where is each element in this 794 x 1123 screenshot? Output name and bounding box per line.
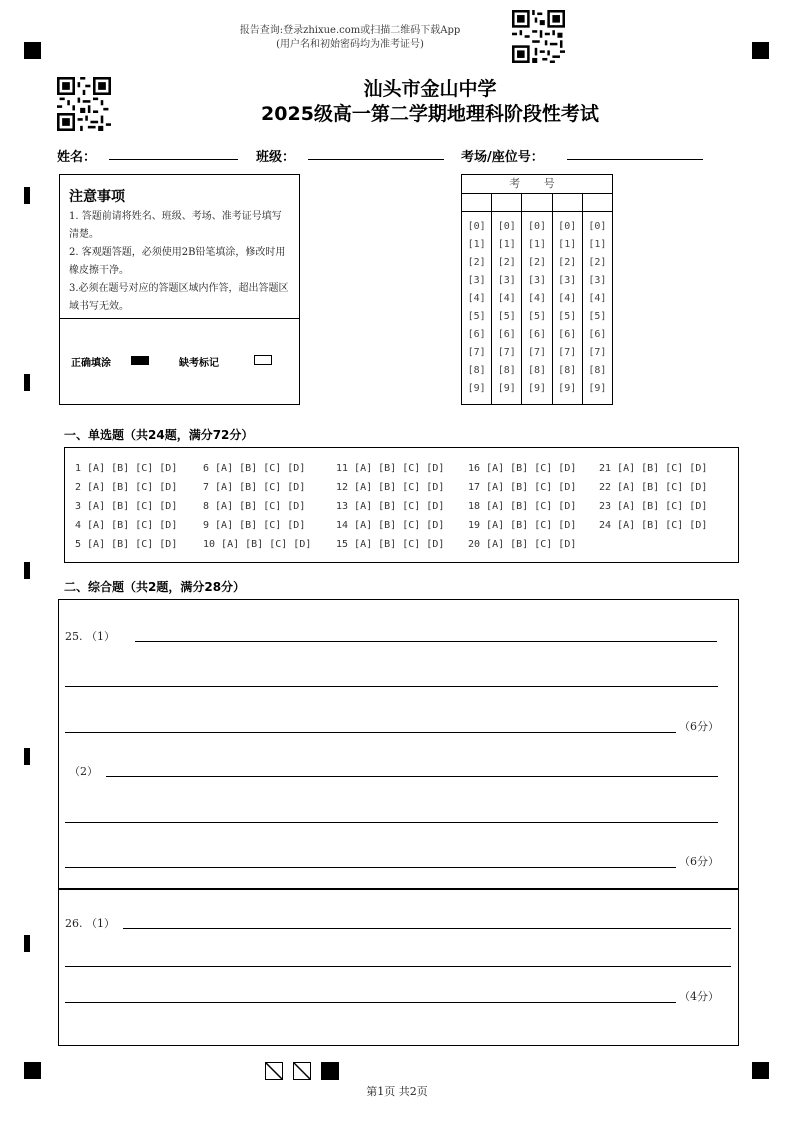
- exam-id-bubble[interactable]: [4]: [588, 293, 607, 304]
- correct-fill-label: 正确填涂: [71, 358, 111, 369]
- score-label: （6分）: [679, 720, 719, 733]
- section1-title: 一、单选题（共24题，满分72分）: [64, 428, 254, 442]
- exam-id-write-box[interactable]: [492, 194, 522, 211]
- exam-id-bubble[interactable]: [5]: [497, 311, 516, 322]
- exam-id-bubble[interactable]: [1]: [527, 239, 547, 250]
- exam-id-bubble[interactable]: [5]: [467, 311, 486, 322]
- exam-id-bubble[interactable]: [6]: [558, 329, 577, 340]
- notice-item: 1. 答题前请将姓名、班级、考场、准考证号填写清楚。: [69, 211, 282, 240]
- exam-id-bubble[interactable]: [2]: [497, 257, 516, 268]
- registration-mark-bottom-right: [752, 1062, 769, 1079]
- exam-id-bubble[interactable]: [9]: [527, 383, 547, 394]
- exam-id-bubble[interactable]: [4]: [467, 293, 486, 304]
- mc-question-row[interactable]: 4 [A] [B] [C] [D]: [75, 520, 178, 531]
- mc-question-row[interactable]: 13 [A] [B] [C] [D]: [336, 501, 445, 512]
- answer-line[interactable]: [65, 1002, 676, 1003]
- answer-line[interactable]: [135, 641, 717, 642]
- exam-id-bubble[interactable]: [9]: [558, 383, 577, 394]
- mc-question-row[interactable]: 12 [A] [B] [C] [D]: [336, 482, 445, 493]
- mc-column: [336, 459, 444, 554]
- page-footer: 第1页 共2页: [366, 1085, 428, 1098]
- exam-id-bubble[interactable]: [0]: [467, 221, 486, 232]
- registration-mark-top-right: [752, 42, 769, 59]
- mc-question-row[interactable]: 5 [A] [B] [C] [D]: [75, 539, 178, 550]
- exam-id-bubble[interactable]: [2]: [527, 257, 547, 268]
- report-query-note: 报告查询:登录zhixue.com或扫描二维码下载App: [239, 25, 461, 36]
- exam-id-bubble[interactable]: [1]: [497, 239, 516, 250]
- exam-id-bubble[interactable]: [6]: [497, 329, 516, 340]
- seat-label: 考场/座位号：: [461, 150, 544, 165]
- notice-item: 2. 客观题答题，必须使用2B铅笔填涂，修改时用橡皮擦干净。: [69, 247, 286, 276]
- exam-id-write-boxes: [462, 194, 612, 212]
- exam-id-bubble[interactable]: [0]: [527, 221, 547, 232]
- name-label: 姓名：: [57, 150, 97, 165]
- mc-question-row[interactable]: 3 [A] [B] [C] [D]: [75, 501, 178, 512]
- timing-mark: [24, 187, 30, 204]
- answer-line[interactable]: [65, 822, 718, 823]
- absent-mark-checkbox[interactable]: [254, 355, 272, 365]
- exam-title: 2025级高一第二学期地理科阶段性考试: [261, 103, 599, 125]
- mc-column: [75, 459, 177, 554]
- exam-id-bubble[interactable]: [1]: [558, 239, 577, 250]
- exam-id-bubble[interactable]: [8]: [558, 365, 577, 376]
- score-label: （4分）: [679, 990, 719, 1003]
- mc-column: [468, 459, 576, 554]
- exam-id-bubble[interactable]: [1]: [588, 239, 607, 250]
- exam-id-bubble[interactable]: [9]: [588, 383, 607, 394]
- school-name: 汕头市金山中学: [363, 78, 497, 100]
- exam-id-write-box[interactable]: [583, 194, 612, 211]
- exam-id-bubble[interactable]: [0]: [497, 221, 516, 232]
- mc-column: [203, 459, 311, 554]
- question-26-box: [58, 889, 739, 1046]
- name-field[interactable]: [109, 159, 238, 160]
- exam-id-bubble[interactable]: [4]: [527, 293, 547, 304]
- class-label: 班级：: [256, 150, 296, 165]
- exam-id-bubble[interactable]: [3]: [467, 275, 486, 286]
- mc-question-row[interactable]: 21 [A] [B] [C] [D]: [599, 463, 708, 474]
- exam-id-bubble[interactable]: [3]: [497, 275, 516, 286]
- exam-id-bubble[interactable]: [4]: [558, 293, 577, 304]
- question-25-part2-label: （2）: [69, 765, 98, 778]
- mc-question-row[interactable]: 6 [A] [B] [C] [D]: [203, 463, 306, 474]
- mc-column: [599, 459, 707, 535]
- answer-line[interactable]: [123, 928, 731, 929]
- mc-question-row[interactable]: 16 [A] [B] [C] [D]: [468, 463, 577, 474]
- exam-id-grid: [461, 174, 613, 405]
- question-25-label: 25. （1）: [65, 630, 115, 643]
- exam-id-bubble[interactable]: [8]: [497, 365, 516, 376]
- exam-id-bubble[interactable]: [6]: [467, 329, 486, 340]
- exam-id-write-box[interactable]: [553, 194, 583, 211]
- mc-question-row[interactable]: 20 [A] [B] [C] [D]: [468, 539, 577, 550]
- mc-question-row[interactable]: 23 [A] [B] [C] [D]: [599, 501, 708, 512]
- registration-mark-bottom-left: [24, 1062, 41, 1079]
- exam-id-write-box[interactable]: [462, 194, 492, 211]
- exam-id-bubble[interactable]: [5]: [527, 311, 547, 322]
- page-mark-slash-icon: [265, 1062, 283, 1080]
- exam-id-bubble[interactable]: [3]: [558, 275, 577, 286]
- answer-line[interactable]: [65, 732, 676, 733]
- exam-id-bubble[interactable]: [7]: [558, 347, 577, 358]
- exam-id-column: [583, 212, 612, 404]
- absent-mark-label: 缺考标记: [179, 358, 219, 369]
- mc-question-row[interactable]: 2 [A] [B] [C] [D]: [75, 482, 178, 493]
- exam-id-bubble[interactable]: [5]: [558, 311, 577, 322]
- exam-id-bubble[interactable]: [8]: [588, 365, 607, 376]
- answer-line[interactable]: [106, 776, 718, 777]
- exam-id-bubble[interactable]: [3]: [588, 275, 607, 286]
- question-26-label: 26. （1）: [65, 917, 115, 930]
- score-label: （6分）: [679, 855, 719, 868]
- qr-code-icon: [512, 10, 565, 63]
- page-mark-filled-icon: [321, 1062, 339, 1080]
- mc-question-row[interactable]: 9 [A] [B] [C] [D]: [203, 520, 306, 531]
- exam-id-bubble[interactable]: [9]: [497, 383, 516, 394]
- exam-id-column: [492, 212, 522, 404]
- mc-question-row[interactable]: 24 [A] [B] [C] [D]: [599, 520, 708, 531]
- notice-item: 3.必须在题号对应的答题区域内作答，超出答题区域书写无效。: [69, 283, 289, 312]
- correct-fill-sample: [131, 356, 149, 365]
- report-query-subnote: (用户名和初始密码均为准考证号): [276, 39, 424, 50]
- answer-line[interactable]: [65, 686, 718, 687]
- timing-mark: [24, 748, 30, 765]
- mc-question-row[interactable]: 14 [A] [B] [C] [D]: [336, 520, 445, 531]
- exam-id-bubble[interactable]: [9]: [467, 383, 486, 394]
- question-25-box: [58, 599, 739, 889]
- class-field[interactable]: [308, 159, 444, 160]
- exam-id-bubble[interactable]: [8]: [527, 365, 547, 376]
- exam-id-bubbles: [462, 212, 612, 404]
- mc-question-row[interactable]: 10 [A] [B] [C] [D]: [203, 539, 312, 550]
- answer-line[interactable]: [65, 966, 731, 967]
- exam-id-bubble[interactable]: [2]: [588, 257, 607, 268]
- answer-line[interactable]: [65, 867, 676, 868]
- exam-id-bubble[interactable]: [0]: [558, 221, 577, 232]
- timing-mark: [24, 562, 30, 579]
- page-mark-slash-icon: [293, 1062, 311, 1080]
- exam-id-column: [462, 212, 492, 404]
- mc-question-row[interactable]: 7 [A] [B] [C] [D]: [203, 482, 306, 493]
- section2-title: 二、综合题（共2题，满分28分）: [64, 580, 246, 594]
- notice-divider: [60, 318, 299, 319]
- exam-id-bubble[interactable]: [7]: [588, 347, 607, 358]
- exam-id-bubble[interactable]: [2]: [467, 257, 486, 268]
- exam-id-bubble[interactable]: [8]: [467, 365, 486, 376]
- timing-mark: [24, 935, 30, 952]
- exam-id-bubble[interactable]: [3]: [527, 275, 547, 286]
- exam-id-bubble[interactable]: [7]: [467, 347, 486, 358]
- timing-mark: [24, 374, 30, 391]
- exam-id-bubble[interactable]: [5]: [588, 311, 607, 322]
- exam-id-bubble[interactable]: [7]: [497, 347, 516, 358]
- mc-question-row[interactable]: 22 [A] [B] [C] [D]: [599, 482, 708, 493]
- mc-question-row[interactable]: 18 [A] [B] [C] [D]: [468, 501, 577, 512]
- mc-question-row[interactable]: 1 [A] [B] [C] [D]: [75, 463, 178, 474]
- notice-box: [59, 174, 300, 405]
- exam-id-bubble[interactable]: [0]: [588, 221, 607, 232]
- mc-question-row[interactable]: 17 [A] [B] [C] [D]: [468, 482, 577, 493]
- exam-id-bubble[interactable]: [7]: [527, 347, 547, 358]
- exam-id-bubble[interactable]: [4]: [497, 293, 516, 304]
- mc-question-row[interactable]: 8 [A] [B] [C] [D]: [203, 501, 306, 512]
- notice-title: 注意事项: [69, 189, 125, 205]
- exam-id-bubble[interactable]: [6]: [527, 329, 547, 340]
- mc-question-row[interactable]: 15 [A] [B] [C] [D]: [336, 539, 445, 550]
- exam-id-bubble[interactable]: [1]: [467, 239, 486, 250]
- exam-id-header: 考 号: [462, 175, 612, 194]
- seat-field[interactable]: [567, 159, 703, 160]
- exam-id-bubble[interactable]: [6]: [588, 329, 607, 340]
- exam-id-write-box[interactable]: [522, 194, 552, 211]
- exam-id-column: [522, 212, 552, 404]
- mc-question-row[interactable]: 19 [A] [B] [C] [D]: [468, 520, 577, 531]
- notice-list: [69, 208, 291, 316]
- student-qr-code-icon: [57, 77, 111, 131]
- registration-mark-top-left: [24, 42, 41, 59]
- exam-id-column: [553, 212, 583, 404]
- multiple-choice-area: [64, 447, 739, 563]
- exam-id-bubble[interactable]: [2]: [558, 257, 577, 268]
- mc-question-row[interactable]: 11 [A] [B] [C] [D]: [336, 463, 445, 474]
